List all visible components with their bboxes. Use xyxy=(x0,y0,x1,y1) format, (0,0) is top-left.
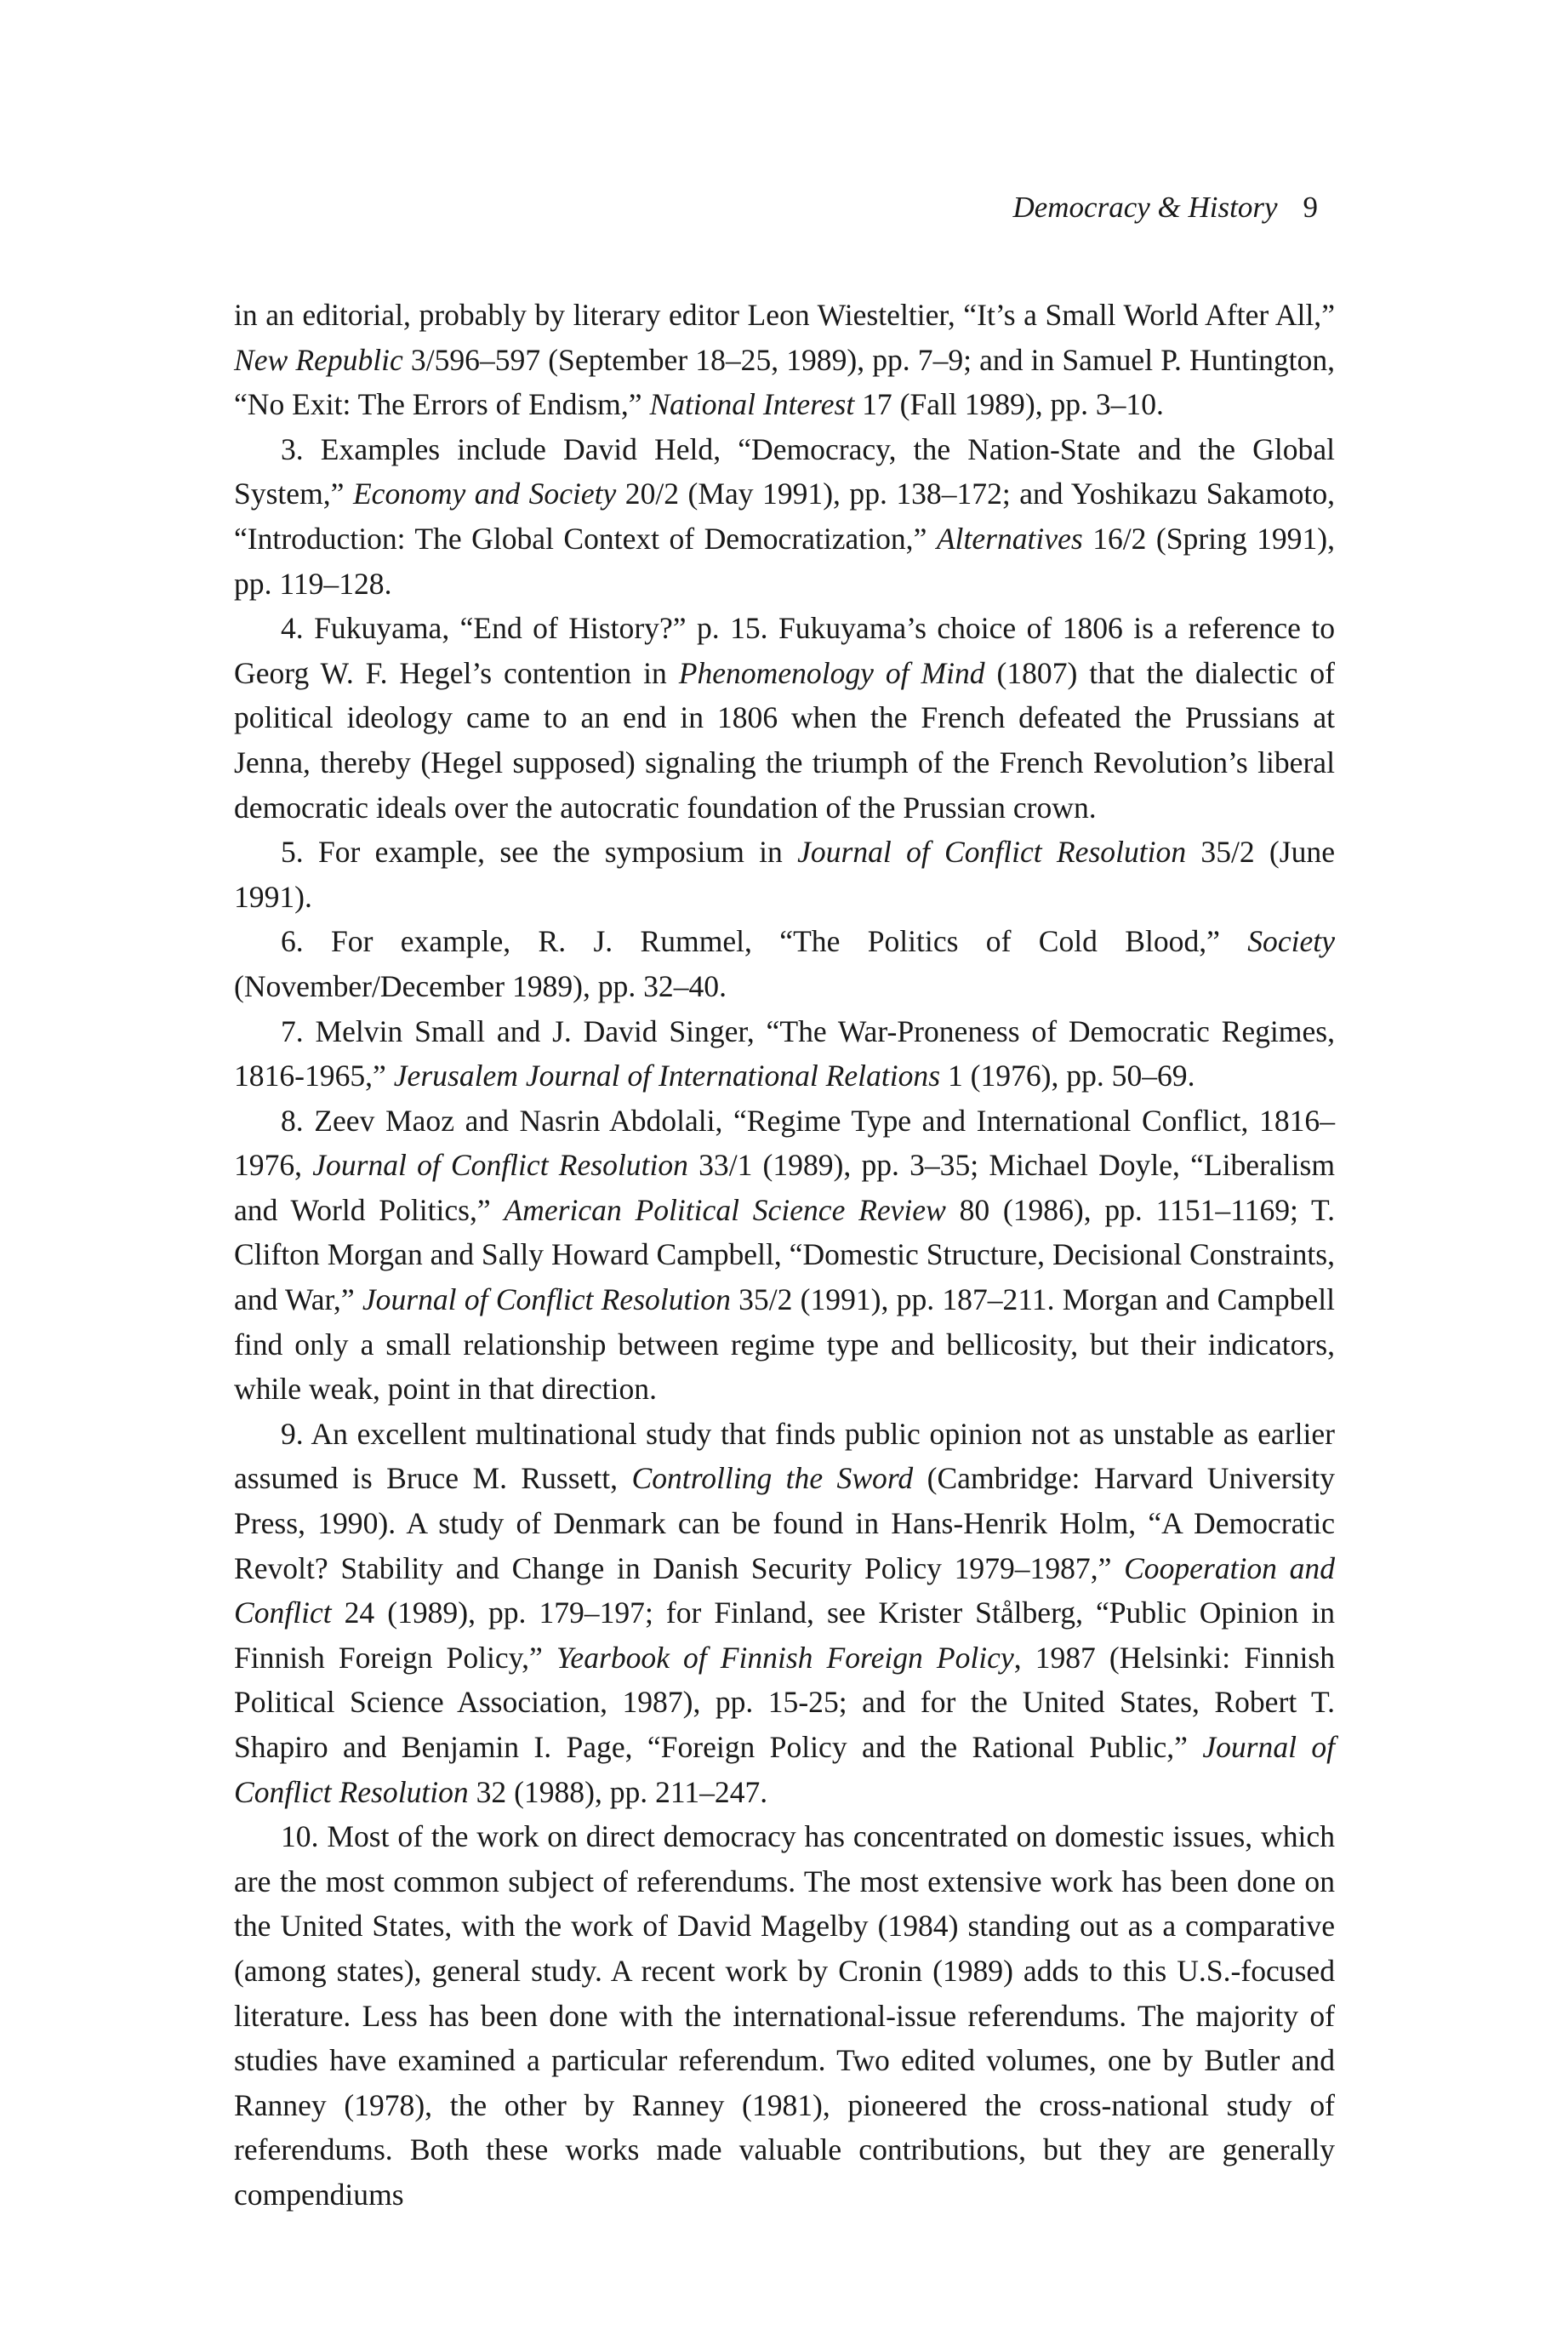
running-head xyxy=(1012,189,1318,226)
note-text: 16/2 (Spring 1991), pp. 119–128. xyxy=(234,521,1335,601)
italic-title: Economy and Society xyxy=(352,477,617,511)
note-text: Melvin Small and J. David Singer, “The War-Proneness of Democratic Regimes, 1816-1965,” xyxy=(234,1013,1335,1093)
note xyxy=(234,1412,1335,1814)
note-text: (Cambridge: Harvard University Press, 1990). A study of Denmark can be found in Hans-Henrik Holm, “A Democratic Revolt? Stability and Change in Danish Security Policy 1979–1987,” xyxy=(234,1461,1335,1585)
note-text: (November/December 1989), pp. 32–40. xyxy=(234,968,727,1003)
italic-title: American Political Science Review xyxy=(504,1192,946,1227)
note-number: 7. xyxy=(281,1013,304,1048)
italic-title: Journal of Conflict Resolution xyxy=(362,1282,731,1317)
italic-title: Controlling the Sword xyxy=(631,1461,914,1496)
note-number: 10. xyxy=(281,1819,319,1854)
note-text: For example, R. J. Rummel, “The Politics of Cold Blood,” xyxy=(331,924,1248,959)
italic-title: New Republic xyxy=(234,342,403,377)
note xyxy=(234,919,1335,1008)
note-text: 3/596–597 (September 18–25, 1989), pp. 7–9; and in Samuel P. Huntington, “No Exit: The Errors of Endism,” xyxy=(234,342,1335,422)
note-continued xyxy=(234,293,1335,427)
note-text: 33/1 (1989), pp. 3–35; Michael Doyle, “Liberalism and World Politics,” xyxy=(234,1148,1335,1227)
note-text: For example, see the symposium in xyxy=(317,835,798,870)
note-text: Fukuyama, “End of History?” p. 15. Fukuyama’s choice of 1806 is a reference to Georg W. F. Hegel’s contention in xyxy=(234,611,1335,690)
note xyxy=(234,1814,1335,2217)
note-text: 1 (1976), pp. 50–69. xyxy=(940,1059,1195,1093)
italic-title: Society xyxy=(1247,924,1335,959)
italic-title: Jerusalem Journal of International Relations xyxy=(393,1059,941,1093)
endnotes-text xyxy=(234,293,1335,2218)
note-text: (1807) that the dialectic of political ideology came to an end in 1806 when the French defeated the Prussians at Jenna, thereby (Hegel supposed) signaling the triumph of the French Revolution’s liberal democratic ideals over the autocratic foundation of the Prussian crown. xyxy=(234,655,1335,825)
italic-title: Yearbook of Finnish Foreign Policy xyxy=(556,1640,1014,1675)
note-text: Zeev Maoz and Nasrin Abdolali, “Regime Type and International Conflict, 1816–1976, xyxy=(234,1103,1335,1183)
note-number: 6. xyxy=(281,924,304,959)
italic-title: Alternatives xyxy=(936,521,1083,556)
note-text: 24 (1989), pp. 179–197; for Finland, see Krister Stålberg, “Public Opinion in Finnish Foreign Policy,” xyxy=(234,1596,1335,1675)
italic-title: National Interest xyxy=(649,387,855,422)
note-number: 9. xyxy=(281,1416,304,1451)
note-number: 5. xyxy=(281,835,304,870)
note-number: 3. xyxy=(281,431,304,466)
note-number: 8. xyxy=(281,1103,304,1138)
page-number: 9 xyxy=(1303,191,1318,224)
note xyxy=(234,1009,1335,1099)
note-text: 20/2 (May 1991), pp. 138–172; and Yoshikazu Sakamoto, “Introduction: The Global Context of Democratization,” xyxy=(234,477,1336,556)
note-text: Most of the work on direct democracy has concentrated on domestic issues, which are the most common subject of referendums. The most extensive work has been done on the United States, with the work of David Magelby (1984) standing out as a comparative (among states), general study. A recent work by Cronin (1989) adds to this U.S.-focused literature. Less has been done with the international-issue referendums. The majority of studies have examined a particular referendum. Two edited volumes, one by Butler and Ranney (1978), the other by Ranney (1981), pioneered the cross-national study of referendums. Both these works made valuable contributions, but they are generally compendiums xyxy=(234,1819,1335,2212)
note-text: 35/2 (June 1991). xyxy=(234,835,1335,914)
note xyxy=(234,606,1335,830)
italic-title: Cooperation and Conflict xyxy=(234,1550,1335,1630)
note-text: , 1987 (Helsinki: Finnish Political Science Association, 1987), pp. 15-25; and for the United States, Robert T. Shapiro and Benjamin I. Page, “Foreign Policy and the Rational Public,” xyxy=(234,1640,1335,1764)
note-text: in an editorial, probably by literary editor Leon Wiesteltier, “It’s a Small World After All,” xyxy=(234,298,1335,332)
italic-title: Journal of Conflict Resolution xyxy=(797,835,1187,870)
note-text: An excellent multinational study that finds public opinion not as unstable as earlier assumed is Bruce M. Russett, xyxy=(234,1416,1335,1496)
note-text: 32 (1988), pp. 211–247. xyxy=(468,1774,768,1809)
note-text: Examples include David Held, “Democracy, the Nation-State and the Global System,” xyxy=(234,431,1335,511)
note xyxy=(234,830,1335,919)
note xyxy=(234,1099,1335,1412)
italic-title: Journal of Conflict Resolution xyxy=(234,1730,1336,1809)
running-title: Democracy & History xyxy=(1012,191,1278,224)
note-text: 35/2 (1991), pp. 187–211. Morgan and Campbell find only a small relationship between regime type and bellicosity, but their indicators, while weak, point in that direction. xyxy=(234,1282,1335,1407)
italic-title: Phenomenology of Mind xyxy=(678,655,985,690)
note-text: 80 (1986), pp. 1151–1169; T. Clifton Morgan and Sally Howard Campbell, “Domestic Structure, Decisional Constraints, and War,” xyxy=(234,1192,1335,1317)
note-text: 17 (Fall 1989), pp. 3–10. xyxy=(854,387,1164,422)
italic-title: Journal of Conflict Resolution xyxy=(312,1148,688,1183)
note-number: 4. xyxy=(281,611,304,646)
note xyxy=(234,427,1335,606)
